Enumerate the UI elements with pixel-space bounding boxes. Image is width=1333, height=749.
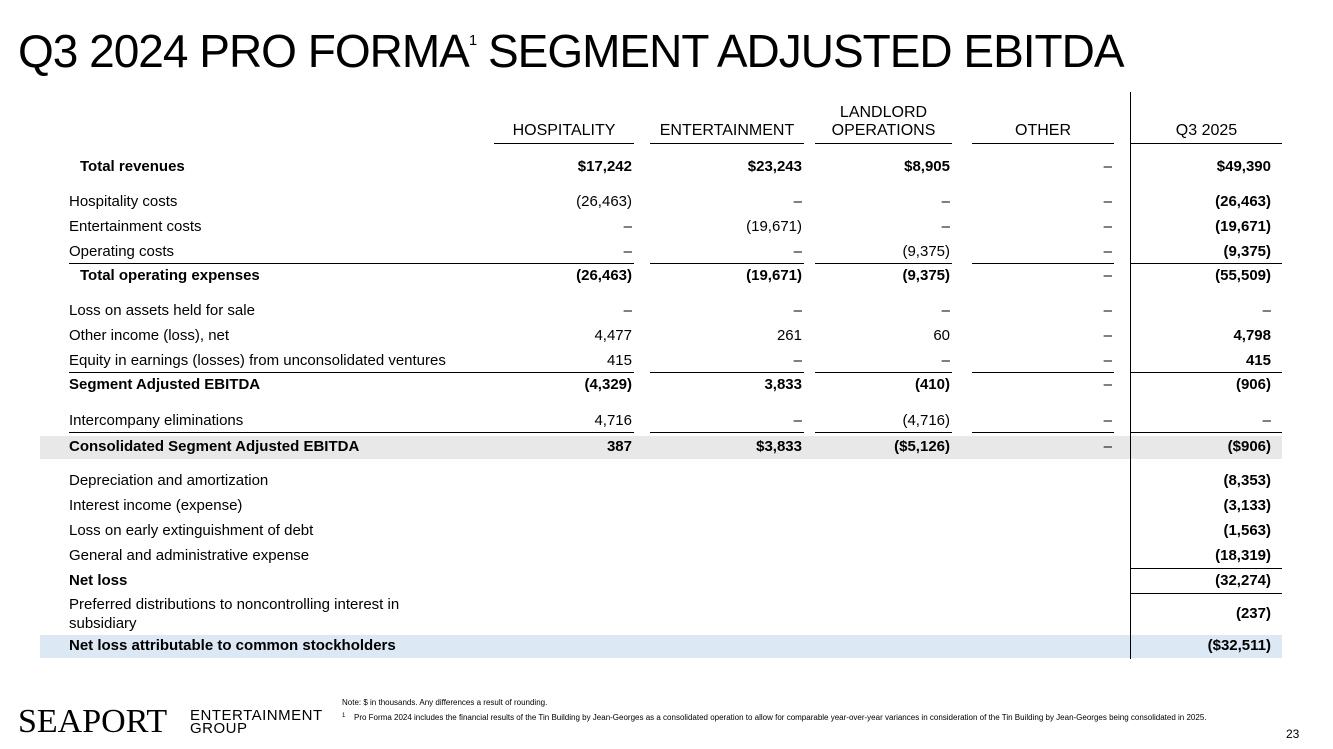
- table-row-consolidated-segment-adjusted-ebitda: [0, 437, 1333, 457]
- cell-hospitality: –: [623, 243, 632, 260]
- table-row-entertainment-costs: [0, 217, 1333, 237]
- rule: [1131, 372, 1282, 373]
- cell-hospitality: (4,329): [584, 376, 632, 393]
- cell-total: 4,798: [1233, 327, 1271, 344]
- table-row-hospitality-costs: [0, 192, 1333, 212]
- cell-total: (9,375): [1223, 243, 1271, 260]
- cell-total: 415: [1245, 352, 1271, 369]
- page-number: 23: [1286, 727, 1300, 741]
- cell-landlord-operations: ($5,126): [894, 438, 950, 455]
- cell-other: –: [1103, 302, 1112, 319]
- cell-entertainment: $3,833: [756, 438, 802, 455]
- cell-total: (19,671): [1215, 218, 1271, 235]
- table-row-other-income: [0, 326, 1333, 346]
- cell-entertainment: 261: [776, 327, 802, 344]
- cell-other: –: [1103, 352, 1112, 369]
- table-row-interest-income: [0, 496, 1333, 516]
- cell-total: $49,390: [1216, 158, 1271, 175]
- rule: [815, 263, 952, 264]
- cell-total: (3,133): [1223, 497, 1271, 514]
- row-label: Hospitality costs: [69, 193, 178, 210]
- cell-other: –: [1103, 327, 1112, 344]
- cell-hospitality: $17,242: [577, 158, 632, 175]
- cell-landlord-operations: (9,375): [902, 267, 950, 284]
- cell-other: –: [1103, 412, 1112, 429]
- row-label: Net loss: [69, 572, 128, 589]
- footnote: [342, 713, 1282, 723]
- cell-hospitality: 387: [606, 438, 632, 455]
- table-row-total-operating-expenses: [0, 266, 1333, 286]
- row-label-line-2: subsidiary: [69, 615, 137, 632]
- table-row-net-loss: [0, 571, 1333, 591]
- column-header-other: OTHER: [972, 122, 1114, 144]
- rule: [650, 432, 804, 433]
- cell-landlord-operations: –: [941, 193, 950, 210]
- row-label: Other income (loss), net: [69, 327, 230, 344]
- row-label: Consolidated Segment Adjusted EBITDA: [69, 438, 360, 455]
- cell-hospitality: 4,716: [594, 412, 632, 429]
- rule: [69, 432, 634, 433]
- cell-total: –: [1262, 302, 1271, 319]
- cell-total: (26,463): [1215, 193, 1271, 210]
- cell-other: –: [1103, 438, 1112, 455]
- cell-total: (237): [1235, 605, 1271, 622]
- cell-hospitality: (26,463): [576, 193, 632, 210]
- row-label: Interest income (expense): [69, 497, 243, 514]
- cell-entertainment: –: [793, 193, 802, 210]
- cell-other: –: [1103, 218, 1112, 235]
- cell-hospitality: (26,463): [576, 267, 632, 284]
- cell-total: ($32,511): [1207, 637, 1271, 654]
- rule: [972, 372, 1114, 373]
- cell-total: (55,509): [1215, 267, 1271, 284]
- rule: [815, 372, 952, 373]
- rule: [650, 263, 804, 264]
- cell-landlord-operations: (410): [914, 376, 950, 393]
- cell-entertainment: 3,833: [764, 376, 802, 393]
- page-title: Q3 2024 PRO FORMA$^1$ SEGMENT ADJUSTED EBITDA: [18, 25, 1124, 77]
- table-row-depreciation: [0, 471, 1333, 491]
- rule: [69, 372, 634, 373]
- table-row-equity-in-earnings: [0, 351, 1333, 371]
- table-row-intercompany-eliminations: [0, 411, 1333, 431]
- cell-total: (32,274): [1215, 572, 1271, 589]
- cell-landlord-operations: –: [941, 302, 950, 319]
- rule: [1131, 593, 1282, 594]
- table-row-total-revenues: [0, 157, 1333, 177]
- company-logo: SEAPORT: [18, 703, 168, 740]
- row-label: General and administrative expense: [69, 547, 310, 564]
- row-label: Loss on assets held for sale: [69, 302, 255, 319]
- cell-total: –: [1262, 412, 1271, 429]
- cell-landlord-operations: (9,375): [902, 243, 950, 260]
- column-header-hospitality: HOSPITALITY: [494, 122, 634, 144]
- table-row-general-admin: [0, 546, 1333, 566]
- rule: [815, 432, 952, 433]
- rule: [972, 263, 1114, 264]
- cell-entertainment: $23,243: [747, 158, 802, 175]
- rule: [1131, 568, 1282, 569]
- row-label: Intercompany eliminations: [69, 412, 244, 429]
- cell-hospitality: 415: [606, 352, 632, 369]
- column-header-entertainment: ENTERTAINMENT: [650, 122, 804, 144]
- column-header-landlord-operations: LANDLORD OPERATIONS: [815, 104, 952, 144]
- row-label: Net loss attributable to common stockholders: [69, 637, 396, 654]
- row-label: Operating costs: [69, 243, 175, 260]
- cell-total: (8,353): [1223, 472, 1271, 489]
- cell-total: (906): [1235, 376, 1271, 393]
- cell-landlord-operations: (4,716): [902, 412, 950, 429]
- footer-note: Note: $ in thousands. Any differences a result of rounding.: [342, 698, 548, 707]
- column-header-total: Q3 2025: [1131, 122, 1282, 144]
- row-label: Loss on early extinguishment of debt: [69, 522, 314, 539]
- rule: [650, 372, 804, 373]
- rule: [1131, 263, 1282, 264]
- cell-hospitality: –: [623, 302, 632, 319]
- cell-entertainment: –: [793, 352, 802, 369]
- cell-landlord-operations: –: [941, 352, 950, 369]
- row-label: Depreciation and amortization: [69, 472, 269, 489]
- row-label: Total revenues: [80, 158, 185, 175]
- cell-entertainment: (19,671): [746, 218, 802, 235]
- cell-landlord-operations: –: [941, 218, 950, 235]
- cell-entertainment: –: [793, 243, 802, 260]
- cell-landlord-operations: $8,905: [904, 158, 950, 175]
- footnote-marker: 1: [342, 713, 346, 719]
- title-footnote-marker: 1: [468, 32, 477, 49]
- cell-hospitality: 4,477: [594, 327, 632, 344]
- cell-total: ($906): [1227, 438, 1271, 455]
- cell-entertainment: –: [793, 412, 802, 429]
- row-label-line-1: Preferred distributions to noncontrolling interest in: [69, 596, 400, 613]
- table-row-operating-costs: [0, 242, 1333, 262]
- cell-entertainment: (19,671): [746, 267, 802, 284]
- rule: [69, 263, 634, 264]
- row-label: Total operating expenses: [80, 267, 260, 284]
- cell-other: –: [1103, 376, 1112, 393]
- rule: [1131, 432, 1282, 433]
- cell-other: –: [1103, 193, 1112, 210]
- table-row-segment-adjusted-ebitda: [0, 375, 1333, 395]
- footnote-text: Pro Forma 2024 includes the financial results of the Tin Building by Jean-Georges as a consolidated operation to allow for comparable year-over-year variances in consideration of the Tin Building by Jean-Georges being consolidated in 2025.: [354, 713, 1207, 722]
- cell-other: –: [1103, 158, 1112, 175]
- cell-other: –: [1103, 267, 1112, 284]
- cell-entertainment: –: [793, 302, 802, 319]
- row-label: Equity in earnings (losses) from unconsolidated ventures: [69, 352, 446, 369]
- rule: [972, 432, 1114, 433]
- table-row-preferred-distributions: [0, 595, 1333, 635]
- cell-hospitality: –: [623, 218, 632, 235]
- company-logo-subtitle: ENTERTAINMENT GROUP: [190, 707, 323, 737]
- cell-other: –: [1103, 243, 1112, 260]
- table-row-loss-on-assets: [0, 301, 1333, 321]
- row-label: Entertainment costs: [69, 218, 202, 235]
- cell-total: (1,563): [1223, 522, 1271, 539]
- table-row-net-loss-common: [0, 636, 1333, 656]
- cell-landlord-operations: 60: [933, 327, 950, 344]
- cell-total: (18,319): [1215, 547, 1271, 564]
- table-row-loss-on-early-extinguishment: [0, 521, 1333, 541]
- row-label: Segment Adjusted EBITDA: [69, 376, 261, 393]
